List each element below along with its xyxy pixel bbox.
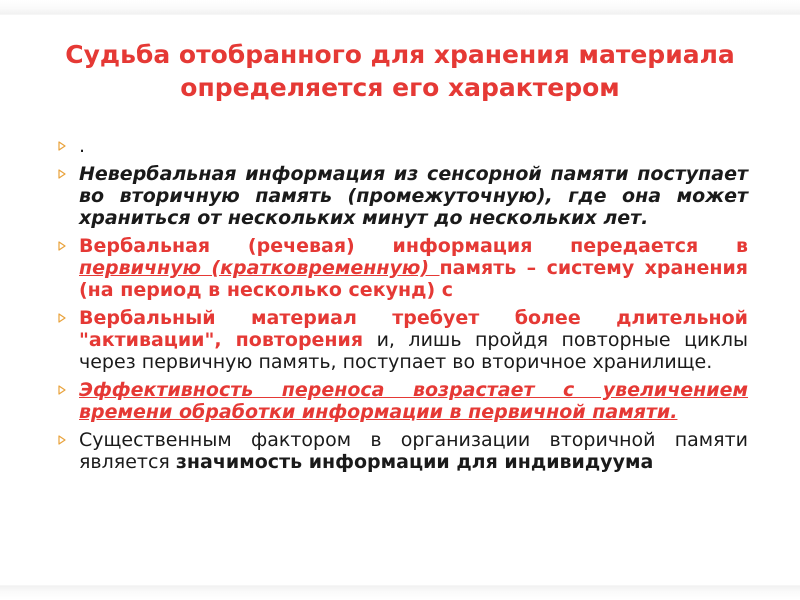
title-line-1: Судьба отобранного для хранения материала bbox=[65, 40, 735, 69]
bullet-item-6 bbox=[55, 429, 748, 473]
bullet-1-text: . bbox=[79, 135, 86, 157]
chevron-right-icon bbox=[57, 169, 67, 179]
bullet-4-part-1: Вербальный материал требует более длительной "активации", повторения bbox=[79, 307, 748, 351]
bullet-item-2 bbox=[55, 163, 748, 229]
bottom-decorative-band bbox=[0, 585, 800, 600]
bullet-6-part-1: Существенным фактором в организации вторичной памяти является bbox=[79, 429, 748, 473]
bullet-item-1 bbox=[55, 135, 748, 157]
top-decorative-band bbox=[0, 0, 800, 15]
bullet-item-4 bbox=[55, 307, 748, 373]
bullet-6-part-2: значимость информации для индивидуума bbox=[175, 451, 654, 473]
bullet-item-3 bbox=[55, 235, 748, 301]
slide-title bbox=[30, 38, 770, 104]
title-line-2: определяется его характером bbox=[180, 73, 620, 102]
bullet-list bbox=[55, 135, 748, 479]
bullet-2-text: Невербальная информация из сенсорной памяти поступает во вторичную память (промежуточную), где она может храниться от нескольких минут до нескольких лет. bbox=[79, 163, 748, 229]
bullet-5-text: Эффективность переноса возрастает с увеличением времени обработки информации в первичной памяти. bbox=[79, 379, 748, 423]
chevron-right-icon bbox=[57, 241, 67, 251]
bullet-3-part-3: память – систему хранения (на период в несколько секунд) с bbox=[79, 257, 748, 301]
bullet-4-part-2: и, лишь пройдя повторные циклы через первичную память, поступает во вторичное хранилище. bbox=[79, 329, 749, 373]
chevron-right-icon bbox=[57, 313, 67, 323]
chevron-right-icon bbox=[57, 141, 67, 151]
chevron-right-icon bbox=[57, 385, 67, 395]
bullet-item-5 bbox=[55, 379, 748, 423]
chevron-right-icon bbox=[57, 435, 67, 445]
bullet-3-part-1: Вербальная (речевая) информация передается в bbox=[79, 235, 748, 257]
bullet-3-part-2: первичную (кратковременную) bbox=[79, 257, 440, 279]
